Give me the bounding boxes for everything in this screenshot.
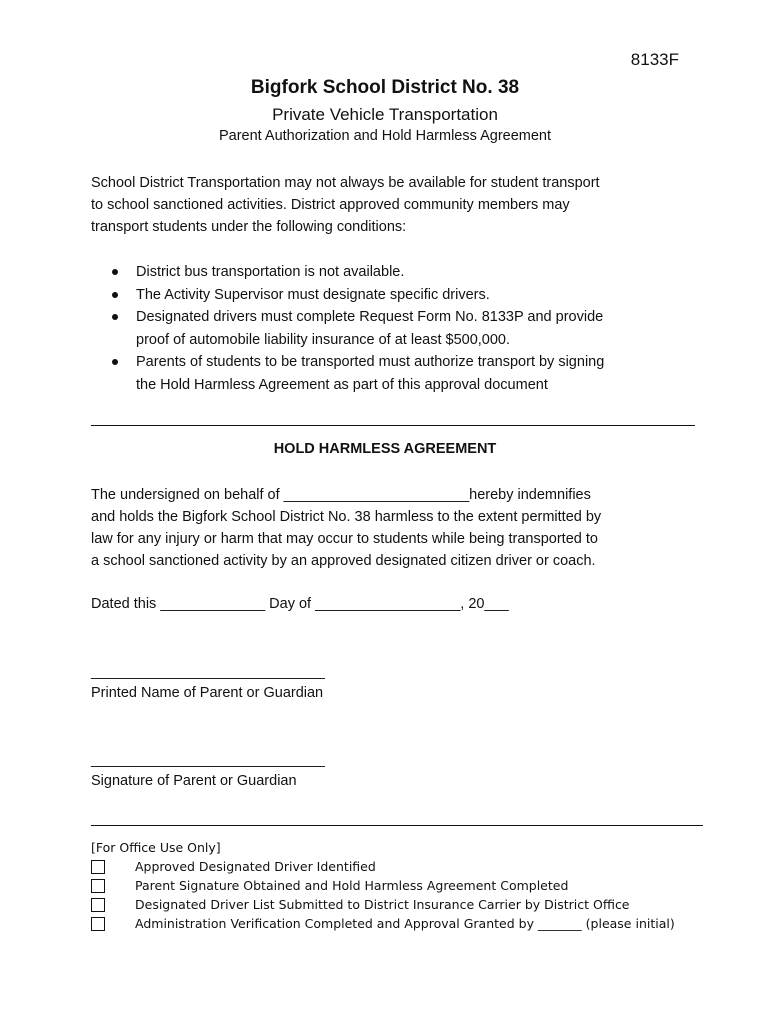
document-subtitle-secondary: Parent Authorization and Hold Harmless Agreement <box>218 128 552 144</box>
dated-line: Dated this _____________ Day of __________________, 20___ <box>91 596 509 612</box>
office-item-label: Designated Driver List Submitted to District Insurance Carrier by District Office <box>135 897 630 912</box>
section-divider <box>91 425 695 426</box>
condition-line: proof of automobile liability insurance of at least $500,000. <box>136 331 511 348</box>
office-item <box>91 857 675 876</box>
office-item-label: Approved Designated Driver Identified <box>135 859 376 874</box>
intro-paragraph <box>91 172 691 238</box>
office-divider <box>91 825 703 826</box>
condition-item <box>108 261 708 284</box>
office-item-label: Parent Signature Obtained and Hold Harmless Agreement Completed <box>135 878 569 893</box>
office-use-heading: [For Office Use Only] <box>91 840 221 855</box>
agreement-line: and holds the Bigfork School District No. 38 harmless to the extent permitted by <box>91 509 602 525</box>
condition-item <box>108 284 708 307</box>
checkbox[interactable] <box>91 860 105 874</box>
condition-line: The Activity Supervisor must designate specific drivers. <box>136 286 490 303</box>
condition-line: Parents of students to be transported must authorize transport by signing <box>136 354 605 370</box>
agreement-paragraph <box>91 484 711 572</box>
conditions-list <box>108 261 708 396</box>
condition-line: District bus transportation is not available. <box>136 264 405 280</box>
printed-name-blank: _____________________________ <box>91 664 325 680</box>
document-title: Bigfork School District No. 38 <box>250 77 520 98</box>
office-use-section <box>91 838 675 933</box>
agreement-line: The undersigned on behalf of _______________________hereby indemnifies <box>91 487 591 503</box>
condition-item <box>108 351 708 396</box>
checkbox[interactable] <box>91 879 105 893</box>
intro-line: School District Transportation may not always be available for student transport <box>91 175 600 191</box>
agreement-line: a school sanctioned activity by an approved designated citizen driver or coach. <box>91 553 596 569</box>
signature-blank: _____________________________ <box>91 752 325 768</box>
agreement-line: law for any injury or harm that may occur to students while being transported to <box>91 531 598 547</box>
condition-item <box>108 306 708 351</box>
office-item <box>91 895 675 914</box>
agreement-heading: HOLD HARMLESS AGREEMENT <box>273 441 497 457</box>
checkbox[interactable] <box>91 917 105 931</box>
checkbox[interactable] <box>91 898 105 912</box>
condition-line: the Hold Harmless Agreement as part of this approval document <box>136 376 548 393</box>
document-subtitle: Private Vehicle Transportation <box>272 105 498 124</box>
office-item-label: Administration Verification Completed and Approval Granted by _______ (please initial) <box>135 916 675 931</box>
office-item <box>91 876 675 895</box>
signature-label: Signature of Parent or Guardian <box>91 773 297 789</box>
form-number: 8133F <box>630 50 679 69</box>
printed-name-label: Printed Name of Parent or Guardian <box>91 685 324 701</box>
office-item <box>91 914 675 933</box>
intro-line: transport students under the following conditions: <box>91 219 407 235</box>
condition-line: Designated drivers must complete Request Form No. 8133P and provide <box>136 309 604 325</box>
intro-line: to school sanctioned activities. District approved community members may <box>91 197 570 213</box>
